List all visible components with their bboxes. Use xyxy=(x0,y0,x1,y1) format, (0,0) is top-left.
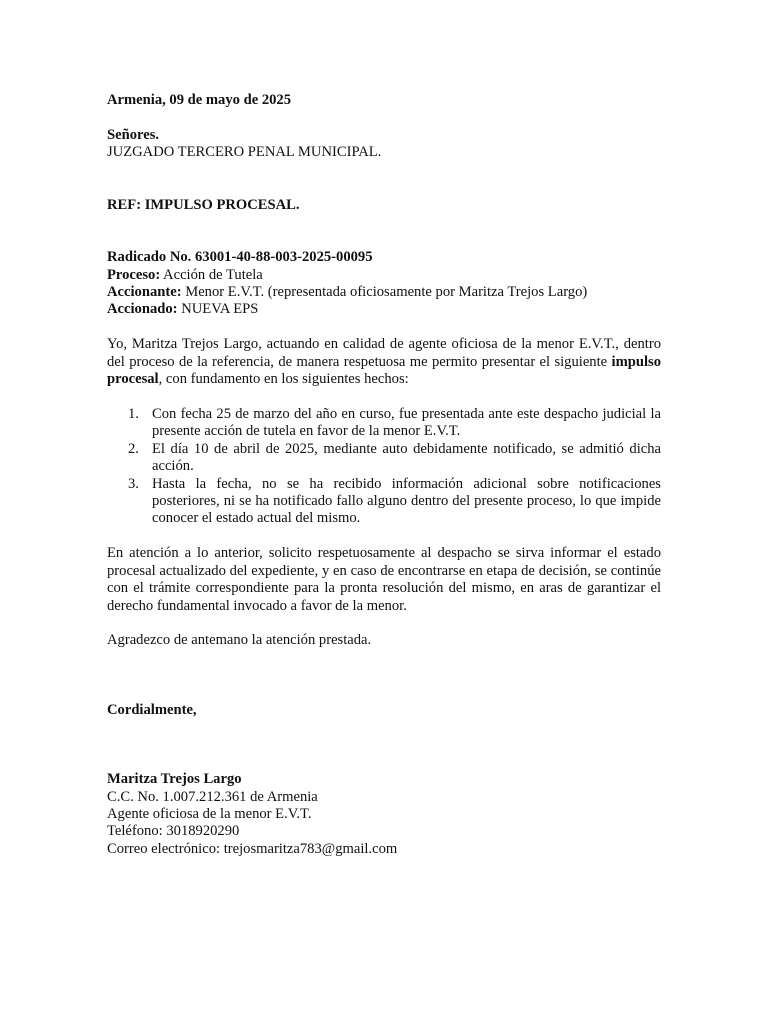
intro-text-after: , con fundamento en los siguientes hechos: xyxy=(158,371,409,388)
intro-text-before: Yo, Maritza Trejos Largo, actuando en calidad de agente oficiosa de la menor E.V.T., dentro del proceso de la referencia, de manera respetuosa me permito presentar el siguiente xyxy=(107,336,661,370)
reference-line: REF: IMPULSO PROCESAL. xyxy=(107,196,300,213)
signer-name: Maritza Trejos Largo xyxy=(107,771,242,788)
recipient: JUZGADO TERCERO PENAL MUNICIPAL. xyxy=(107,144,382,161)
proceso-row xyxy=(107,267,661,284)
spacer xyxy=(107,388,661,406)
list-item-number: 2. xyxy=(128,440,139,457)
proceso-value: Acción de Tutela xyxy=(160,266,263,283)
accionante-label: Accionante: xyxy=(107,283,182,300)
signer-phone: Teléfono: 3018920290 xyxy=(107,823,240,840)
closing-line: Cordialmente, xyxy=(107,701,197,718)
salutation: Señores. xyxy=(107,126,160,143)
request-paragraph: En atención a lo anterior, solicito respetuosamente al despacho se sirva informar el estado procesal actualizado del expediente, y en caso de encontrarse en etapa de decisión, se continúe con el trámite correspondiente para la pronta resolución del mismo, en aras de garantizar el derecho fundamental invocado a favor de la menor. xyxy=(107,545,661,614)
list-item xyxy=(107,406,661,441)
accionante-value: Menor E.V.T. (representada oficiosamente por Maritza Trejos Largo) xyxy=(181,283,588,300)
spacer xyxy=(107,719,661,771)
list-item-text: El día 10 de abril de 2025, mediante auto debidamente notificado, se admitió dicha acción. xyxy=(152,440,661,475)
signer-id: C.C. No. 1.007.212.361 de Armenia xyxy=(107,788,318,805)
letter-page xyxy=(107,92,661,858)
list-item xyxy=(107,441,661,476)
spacer xyxy=(107,214,661,249)
signer-email: Correo electrónico: trejosmaritza783@gmail.com xyxy=(107,840,398,857)
accionado-value: NUEVA EPS xyxy=(177,301,259,318)
intro-bold-text: impulso procesal xyxy=(107,353,661,388)
spacer xyxy=(107,162,661,197)
spacer xyxy=(107,319,661,337)
list-item-text: Hasta la fecha, no se ha recibido información adicional sobre notificaciones posteriores, ni se ha notificado fallo alguno dentro del presente proceso, lo que impide conocer el estado actual del mismo. xyxy=(152,475,661,527)
list-item-text: Con fecha 25 de marzo del año en curso, fue presentada ante este despacho judicial la presente acción de tutela en favor de la menor E.V.T. xyxy=(152,405,661,440)
list-item-number: 3. xyxy=(128,475,139,492)
facts-list xyxy=(107,406,661,528)
proceso-label: Proceso: xyxy=(107,266,161,283)
accionante-row xyxy=(107,284,661,301)
intro-paragraph xyxy=(107,336,661,388)
spacer xyxy=(107,109,661,127)
date-line: Armenia, 09 de mayo de 2025 xyxy=(107,92,292,108)
spacer xyxy=(107,650,661,702)
list-item xyxy=(107,476,661,528)
radicado-number: Radicado No. 63001-40-88-003-2025-00095 xyxy=(107,249,373,266)
spacer xyxy=(107,615,661,633)
signature-block xyxy=(107,771,661,858)
case-info xyxy=(107,249,661,319)
spacer xyxy=(107,528,661,546)
thanks-line: Agradezco de antemano la atención prestada. xyxy=(107,632,372,649)
list-item-number: 1. xyxy=(128,405,139,422)
accionado-label: Accionado: xyxy=(107,301,178,318)
accionado-row xyxy=(107,301,661,318)
signer-role: Agente oficiosa de la menor E.V.T. xyxy=(107,806,312,823)
